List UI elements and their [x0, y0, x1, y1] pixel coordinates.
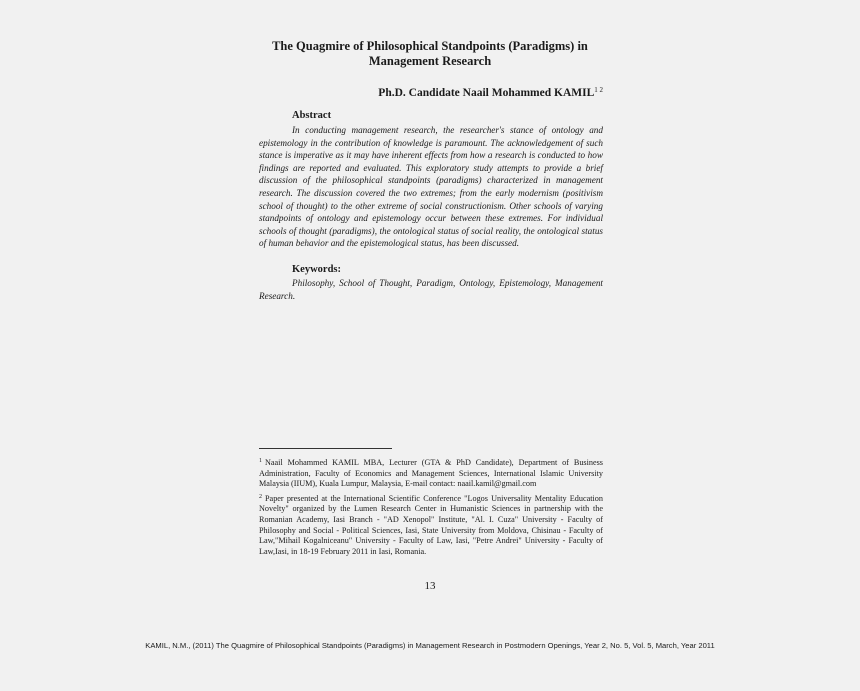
author-footnote-marks: 1 2 [594, 86, 603, 94]
page-number: 13 [424, 580, 436, 592]
author-name: Ph.D. Candidate Naail Mohammed KAMIL [378, 87, 595, 99]
footnote-1-mark: 1 [259, 458, 262, 464]
footnote-divider [259, 448, 392, 449]
author-line [378, 83, 603, 100]
footnote-1-text: Naail Mohammed KAMIL MBA, Lecturer (GTA & PhD Candidate), Department of Business Administration, Faculty of Economics and Management Sciences, International Islamic University Malaysia (IIUM), Kuala Lumpur, Malaysia, E-mail contact: naail.kamil@gmail.com [259, 458, 603, 489]
footnote-2-mark: 2 [259, 493, 262, 500]
paper-title-line-2: Management Research [368, 54, 492, 68]
keywords-heading: Keywords: [292, 264, 341, 275]
paper-title [230, 39, 630, 69]
footnote-1 [259, 456, 603, 490]
footnote-2-text: Paper presented at the International Scientific Conference "Logos Universality Mentality Education Novelty" organized by the Lumen Research Center in Humanistic Sciences in partnership with the Romanian Academy, Iasi Branch - "AD Xenopol" Institute, "Al. I. Cuza" University - Faculty of Philosophy and Social - Political Sciences, Iasi, State University from Moldova, Chisinau - Faculty of Law,"Mihail Kogalniceanu" University - Faculty of Law, Iasi, "Petre Andrei" University - Faculty of Law,Iasi, in 18-19 February 2011 in Iasi, Romania. [259, 493, 603, 556]
abstract-text: In conducting management research, the researcher's stance of ontology and epistemology in the contribution of knowledge is paramount. The acknowledgement of such stance is imperative as it may have inherent effects from how a research is conducted to how findings are reported and evaluated. This exploratory study attempts to provide a brief discussion of the philosophical standpoints (paradigms) characterized in management research. The discussion covered the two extremes; from the early modernism (positivism school of thought) to the other extreme of social constructionism. Other schools of varying standpoints of ontology and epistemology occur between these extremes. For individual schools of thought (paradigms), the ontological status of social reality, the ontological status of human behavior and the epistemological status, has been discussed. [259, 125, 603, 249]
paper-title-line-1: The Quagmire of Philosophical Standpoints (Paradigms) in [272, 39, 588, 53]
keywords-text: Philosophy, School of Thought, Paradigm, Ontology, Epistemology, Management Research. [259, 278, 603, 301]
abstract-heading: Abstract [292, 110, 332, 121]
footnotes [259, 456, 603, 559]
footnote-2 [259, 492, 603, 558]
citation-footer: KAMIL, N.M., (2011) The Quagmire of Philosophical Standpoints (Paradigms) in Management Research in Postmodern Openings, Year 2, No. 5, Vol. 5, March, Year 2011 [145, 641, 715, 650]
